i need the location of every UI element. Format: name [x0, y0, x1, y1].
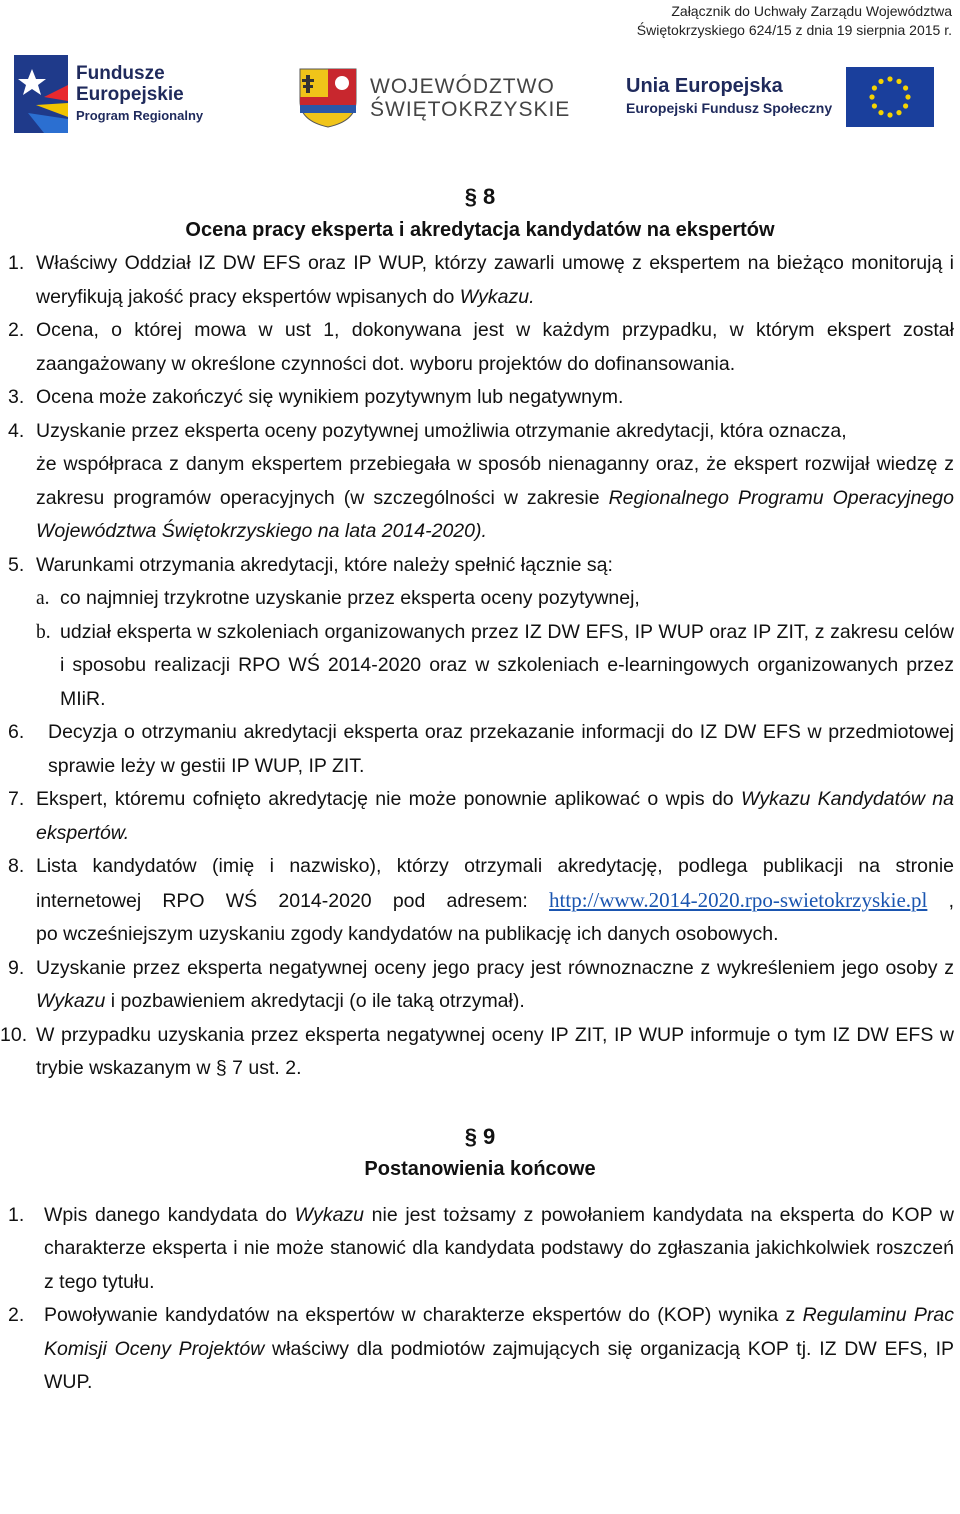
item-number: 9. — [8, 956, 25, 979]
section-9-symbol: § 9 — [464, 1123, 496, 1149]
document-body — [0, 180, 960, 1400]
attachment-note-line1: Załącznik do Uchwały Zarządu Województwa — [671, 3, 952, 19]
item-number: 1. — [8, 252, 25, 274]
item-text: Uzyskanie przez eksperta oceny pozytywnej umożliwia otrzymanie akredytacji, która oznacza, — [36, 419, 847, 442]
eu-flag-icon — [846, 67, 934, 127]
item-number: 7. — [8, 788, 25, 810]
item-text-italic: Regulaminu Prac Komisji Oceny Projektów — [44, 1304, 954, 1360]
item-number: 4. — [8, 419, 25, 442]
section-8-item-5b — [0, 616, 960, 717]
section-9-item-1 — [0, 1199, 960, 1300]
section-8-item-9 — [0, 952, 960, 1019]
section-9-item-2 — [0, 1299, 960, 1400]
item-number: 5. — [8, 553, 25, 576]
subitem-letter: a. — [36, 588, 50, 609]
rpo-website-link[interactable]: http://www.2014-2020.rpo-swietokrzyskie.pl — [549, 887, 928, 912]
item-text-cont: że współpraca z danym ekspertem przebiegała w sposób nienaganny oraz, że ekspert rozwijał wiedzę z zakresu programów operacyjnych (w szczególności w zakresie — [36, 453, 954, 509]
attachment-note — [637, 2, 952, 40]
item-text-italic: Regionalnego Programu Operacyjnego Województwa Świętokrzyskiego na lata 2014-2020). — [36, 486, 954, 542]
section-8-title: Ocena pracy eksperta i akredytacja kandydatów na ekspertów — [185, 218, 775, 241]
ue-line1: Unia Europejska — [626, 75, 783, 97]
item-text-cont: i pozbawieniem akredytacji (o ile taką otrzymał). — [105, 990, 525, 1012]
ue-line2: Europejski Fundusz Społeczny — [626, 100, 833, 116]
item-comma: , — [948, 889, 954, 912]
section-8-item-10 — [0, 1019, 960, 1086]
fe-line2: Europejskie — [76, 83, 184, 105]
fundusze-europejskie-logo — [14, 55, 203, 133]
item-text-italic: Wykazu Kandydatów na ekspertów. — [36, 788, 954, 844]
section-9-title: Postanowienia końcowe — [364, 1158, 596, 1180]
item-number: 8. — [8, 855, 25, 877]
fe-star-icon — [14, 55, 68, 133]
fe-line1: Fundusze — [76, 62, 165, 84]
item-text: Warunkami otrzymania akredytacji, które należy spełnić łącznie są: — [36, 553, 613, 576]
section-8-item-1 — [0, 247, 960, 314]
item-text: W przypadku uzyskania przez eksperta negatywnej oceny IP ZIT, IP WUP informuje o tym IZ DW EFS w trybie wskazanym w § 7 ust. 2. — [36, 1023, 954, 1079]
item-text: Lista kandydatów (imię i nazwisko), którzy otrzymali akredytację, podlega publikacji na stronie internetowej RPO WŚ 2014-2020 pod adresem: — [36, 855, 954, 912]
item-number: 2. — [8, 319, 25, 341]
ws-line2: ŚWIĘTOKRZYSKIE — [370, 98, 571, 121]
item-text-cont: nie jest tożsamy z powołaniem kandydata na eksperta do KOP w charakterze eksperta i nie może stanowić dla kandydata podstawy do zgłaszania jakichkolwiek roszczeń z tego tytułu. — [44, 1203, 954, 1293]
item-text: Ocena może zakończyć się wynikiem pozytywnym lub negatywnym. — [36, 386, 624, 408]
attachment-note-line2: Świętokrzyskiego 624/15 z dnia 19 sierpnia 2015 r. — [636, 22, 952, 38]
item-text-italic: Wykazu. — [459, 285, 535, 308]
subitem-letter: b. — [36, 621, 51, 643]
item-text: Wpis danego kandydata do — [44, 1203, 295, 1226]
item-text: Ekspert, któremu cofnięto akredytację nie może ponownie aplikować o wpis do — [36, 788, 741, 810]
section-8-symbol: § 8 — [464, 184, 496, 209]
section-8-item-4 — [0, 415, 960, 549]
item-text: Powoływanie kandydatów na ekspertów w charakterze ekspertów do (KOP) wynika z — [44, 1304, 803, 1326]
section-8-item-8 — [0, 850, 960, 952]
item-number: 1. — [8, 1203, 25, 1226]
ws-line1: WOJEWÓDZTWO — [370, 75, 555, 98]
item-text: Ocena, o której mowa w ust 1, dokonywana jest w każdym przypadku, w którym ekspert został zaangażowany w określone czynności dot. wyboru projektów do dofinansowania. — [36, 319, 954, 375]
item-text-italic: Wykazu — [36, 990, 106, 1012]
section-8-item-7 — [0, 783, 960, 850]
section-8-item-5 — [0, 549, 960, 583]
item-number: 10. — [0, 1023, 28, 1046]
coat-of-arms-icon — [298, 67, 358, 129]
item-text-italic: Wykazu — [294, 1203, 365, 1226]
item-number: 3. — [8, 386, 25, 408]
fe-line3: Program Regionalny — [76, 107, 204, 123]
subitem-text: udział eksperta w szkoleniach organizowanych przez IZ DW EFS, IP WUP oraz IP ZIT, z zakresu celów i sposobu realizacji RPO WŚ 2014-2020 oraz w szkoleniach e-learningowych organizowanych przez MIiR. — [60, 620, 954, 710]
subitem-text: co najmniej trzykrotne uzyskanie przez eksperta oceny pozytywnej, — [60, 587, 640, 609]
item-text-cont: właściwy dla podmiotów zajmujących się organizacją KOP tj. IZ DW EFS, IP WUP. — [44, 1337, 955, 1393]
section-8-item-3 — [0, 381, 960, 415]
unia-europejska-logo — [626, 67, 934, 127]
item-text: Właściwy Oddział IZ DW EFS oraz IP WUP, którzy zawarli umowę z ekspertem na bieżąco monitorują i weryfikują jakość pracy ekspertów wpisanych do — [36, 252, 954, 308]
wojewodztwo-logo — [298, 67, 570, 129]
item-text-cont: po wcześniejszym uzyskaniu zgody kandydatów na publikację ich danych osobowych. — [36, 923, 779, 945]
item-text: Uzyskanie przez eksperta negatywnej oceny jego pracy jest równoznaczne z wykreśleniem jego osoby z — [36, 956, 954, 979]
logo-bar — [0, 55, 960, 135]
item-text: Decyzja o otrzymaniu akredytacji eksperta oraz przekazanie informacji do IZ DW EFS w przedmiotowej sprawie leży w gestii IP WUP, IP ZIT. — [48, 721, 954, 777]
section-8-item-5a — [0, 582, 960, 616]
section-8-item-2 — [0, 314, 960, 381]
item-number: 2. — [8, 1304, 25, 1326]
item-number: 6. — [8, 721, 25, 743]
section-8-item-6 — [0, 716, 960, 783]
